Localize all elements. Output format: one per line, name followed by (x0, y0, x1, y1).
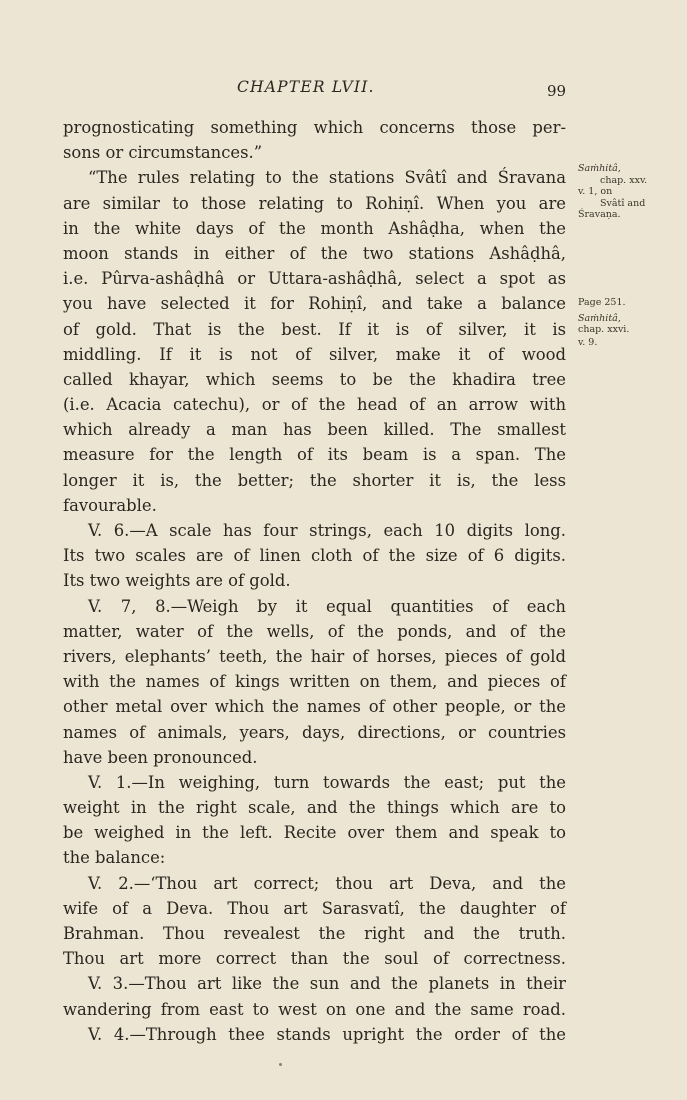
text-line: which already a man has been killed. The smallest (63, 420, 566, 440)
text-line: of gold. That is the best. If it is of silver, it is (63, 319, 566, 339)
text-line: wife of a Deva. Thou art Sarasvatî, the daughter of (63, 898, 566, 918)
text-line: rivers, elephants’ teeth, the hair of horses, pieces of gold (63, 646, 566, 666)
text-line: in the white days of the month Ashâḍha, when the (63, 218, 566, 238)
text-line: called khayar, which seems to be the khadira tree (63, 369, 566, 389)
margin-note-line: Saṁhitâ, (578, 312, 621, 324)
chapter-title: CHAPTER LVII. (237, 78, 375, 96)
text-line: names of animals, years, days, directions, or countries (63, 722, 566, 742)
text-line: you have selected it for Rohiṇî, and take a balance (63, 294, 566, 314)
text-line: wandering from east to west on one and the same road. (63, 999, 566, 1019)
margin-note-line: Śravaṇa. (578, 209, 621, 220)
text-line: prognosticating something which concerns those per- (63, 118, 566, 137)
text-line: sons or circumstances.” (63, 143, 263, 163)
text-line: i.e. Pûrva-ashâḍhâ or Uttara-ashâḍhâ, select a spot as (63, 269, 566, 289)
text-line: other metal over which the names of other people, or the (63, 697, 566, 717)
text-line: weight in the right scale, and the things which are to (63, 798, 566, 818)
text-line: Thou art more correct than the soul of correctness. (63, 949, 566, 969)
text-line: are similar to those relating to Rohiṇî. When you are (63, 193, 566, 213)
text-line: matter, water of the wells, of the ponds, and of the (63, 621, 566, 641)
text-line: V. 3.—Thou art like the sun and the planets in their (88, 974, 566, 994)
text-line: be weighed in the left. Recite over them and speak to (63, 823, 566, 843)
text-line: (i.e. Acacia catechu), or of the head of an arrow with (63, 395, 566, 415)
page-number: 99 (547, 82, 567, 100)
margin-note-line: v. 9. (578, 336, 598, 348)
text-line: middling. If it is not of silver, make it of wood (63, 344, 566, 364)
text-line: V. 7, 8.—Weigh by it equal quantities of each (88, 596, 566, 616)
margin-note-line: Saṁhitâ, (578, 163, 621, 174)
text-line: “The rules relating to the stations Svâtî and Śravana (88, 168, 566, 188)
margin-note-line: v. 1, on (578, 186, 613, 197)
margin-note-samhita-xxv (578, 163, 683, 221)
margin-note-line: chap. xxvi. (578, 324, 630, 335)
margin-note-line: chap. xxv. (600, 174, 648, 186)
text-line: Its two scales are of linen cloth of the size of 6 digits. (63, 546, 566, 566)
text-line: V. 4.—Through thee stands upright the order of the (88, 1024, 566, 1044)
text-line: moon stands in either of the two stations Ashâḍhâ, (63, 243, 566, 263)
margin-note-page-251 (578, 297, 683, 348)
running-head (0, 78, 687, 102)
margin-note-line: Page 251. (578, 297, 626, 308)
text-line: with the names of kings written on them, and pieces of (63, 672, 566, 692)
text-line: Its two weights are of gold. (63, 571, 291, 591)
text-line: the balance: (63, 848, 166, 868)
text-line: favourable. (63, 495, 157, 515)
text-line: V. 6.—A scale has four strings, each 10 digits long. (88, 521, 566, 540)
text-line: Brahman. Thou revealest the right and the truth. (63, 924, 566, 943)
text-line: V. 1.—In weighing, turn towards the east; put the (88, 772, 566, 792)
text-line: longer it is, the better; the shorter it is, the less (63, 470, 566, 490)
body-text (63, 115, 566, 1047)
margin-note-line: Svâtî and (600, 197, 646, 209)
decorative-dot (279, 1063, 282, 1066)
text-line: measure for the length of its beam is a span. The (63, 445, 566, 465)
text-line: have been pronounced. (63, 747, 258, 767)
text-line: V. 2.—‘Thou art correct; thou art Deva, and the (88, 873, 566, 893)
